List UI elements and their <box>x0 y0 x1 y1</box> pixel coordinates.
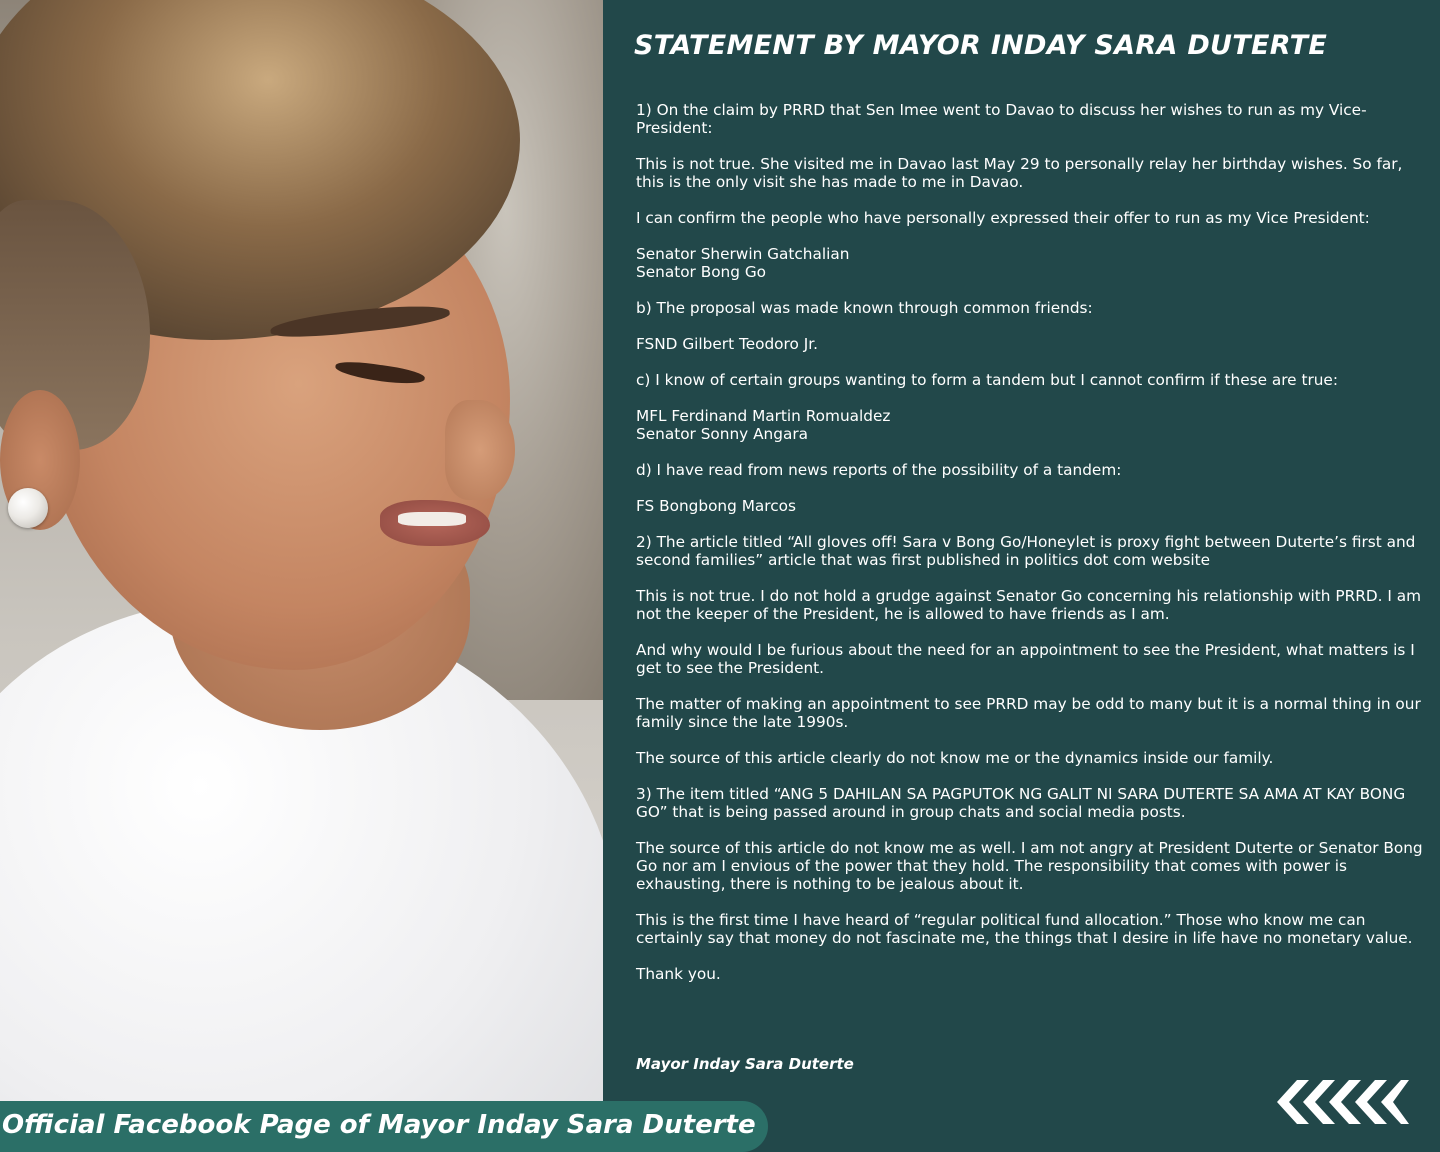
paragraph: 1) On the claim by PRRD that Sen Imee went to Davao to discuss her wishes to run as my Vice-President: <box>636 101 1367 137</box>
nose <box>445 400 515 500</box>
statement-title: STATEMENT BY MAYOR INDAY SARA DUTERTE <box>634 30 1328 61</box>
paragraph: 3) The item titled “ANG 5 DAHILAN SA PAGPUTOK NG GALIT NI SARA DUTERTE SA AMA AT KAY BONG GO” that is being passed around in group chats and social media posts. <box>636 785 1406 821</box>
paragraph: d) I have read from news reports of the possibility of a tandem: <box>636 461 1122 479</box>
pearl-earring <box>8 488 48 528</box>
footer-page-label: Official Facebook Page of Mayor Inday Sara Duterte <box>2 1110 756 1140</box>
portrait-photo <box>0 0 603 1152</box>
chevrons-left-icon <box>1275 1078 1411 1126</box>
paragraph: c) I know of certain groups wanting to form a tandem but I cannot confirm if these are true: <box>636 371 1338 389</box>
paragraph: The source of this article do not know me as well. I am not angry at President Duterte or Senator Bong Go nor am I envious of the power that they hold. The responsibility that comes with power is exhausting, there is nothing to be jealous about it. <box>636 839 1423 893</box>
paragraph: b) The proposal was made known through common friends: <box>636 299 1093 317</box>
paragraph: 2) The article titled “All gloves off! Sara v Bong Go/Honeylet is proxy fight between Duterte’s first and second families” article that was first published in politics dot com website <box>636 533 1416 569</box>
paragraph: This is not true. I do not hold a grudge against Senator Go concerning his relationship with PRRD. I am not the keeper of the President, he is allowed to have friends as I am. <box>636 587 1421 623</box>
paragraph: This is the first time I have heard of “regular political fund allocation.” Those who know me can certainly say that money do not fascinate me, the things that I desire in life have no monetary value. <box>636 911 1413 947</box>
paragraph: This is not true. She visited me in Davao last May 29 to personally relay her birthday wishes. So far, this is the only visit she has made to me in Davao. <box>636 155 1403 191</box>
paragraph: FSND Gilbert Teodoro Jr. <box>636 335 818 353</box>
paragraph: MFL Ferdinand Martin Romualdez Senator Sonny Angara <box>636 407 891 443</box>
paragraph: I can confirm the people who have personally expressed their offer to run as my Vice President: <box>636 209 1370 227</box>
teeth <box>398 512 466 526</box>
signature: Mayor Inday Sara Duterte <box>636 1055 854 1073</box>
paragraph: Thank you. <box>636 965 721 983</box>
paragraph: The source of this article clearly do not know me or the dynamics inside our family. <box>636 749 1274 767</box>
footer-banner <box>0 1101 768 1152</box>
statement-body <box>636 101 1426 1001</box>
paragraph: The matter of making an appointment to see PRRD may be odd to many but it is a normal thing in our family since the late 1990s. <box>636 695 1421 731</box>
paragraph: Senator Sherwin Gatchalian Senator Bong Go <box>636 245 850 281</box>
statement-panel <box>603 0 1440 1152</box>
paragraph: FS Bongbong Marcos <box>636 497 796 515</box>
paragraph: And why would I be furious about the need for an appointment to see the President, what matters is I get to see the President. <box>636 641 1415 677</box>
